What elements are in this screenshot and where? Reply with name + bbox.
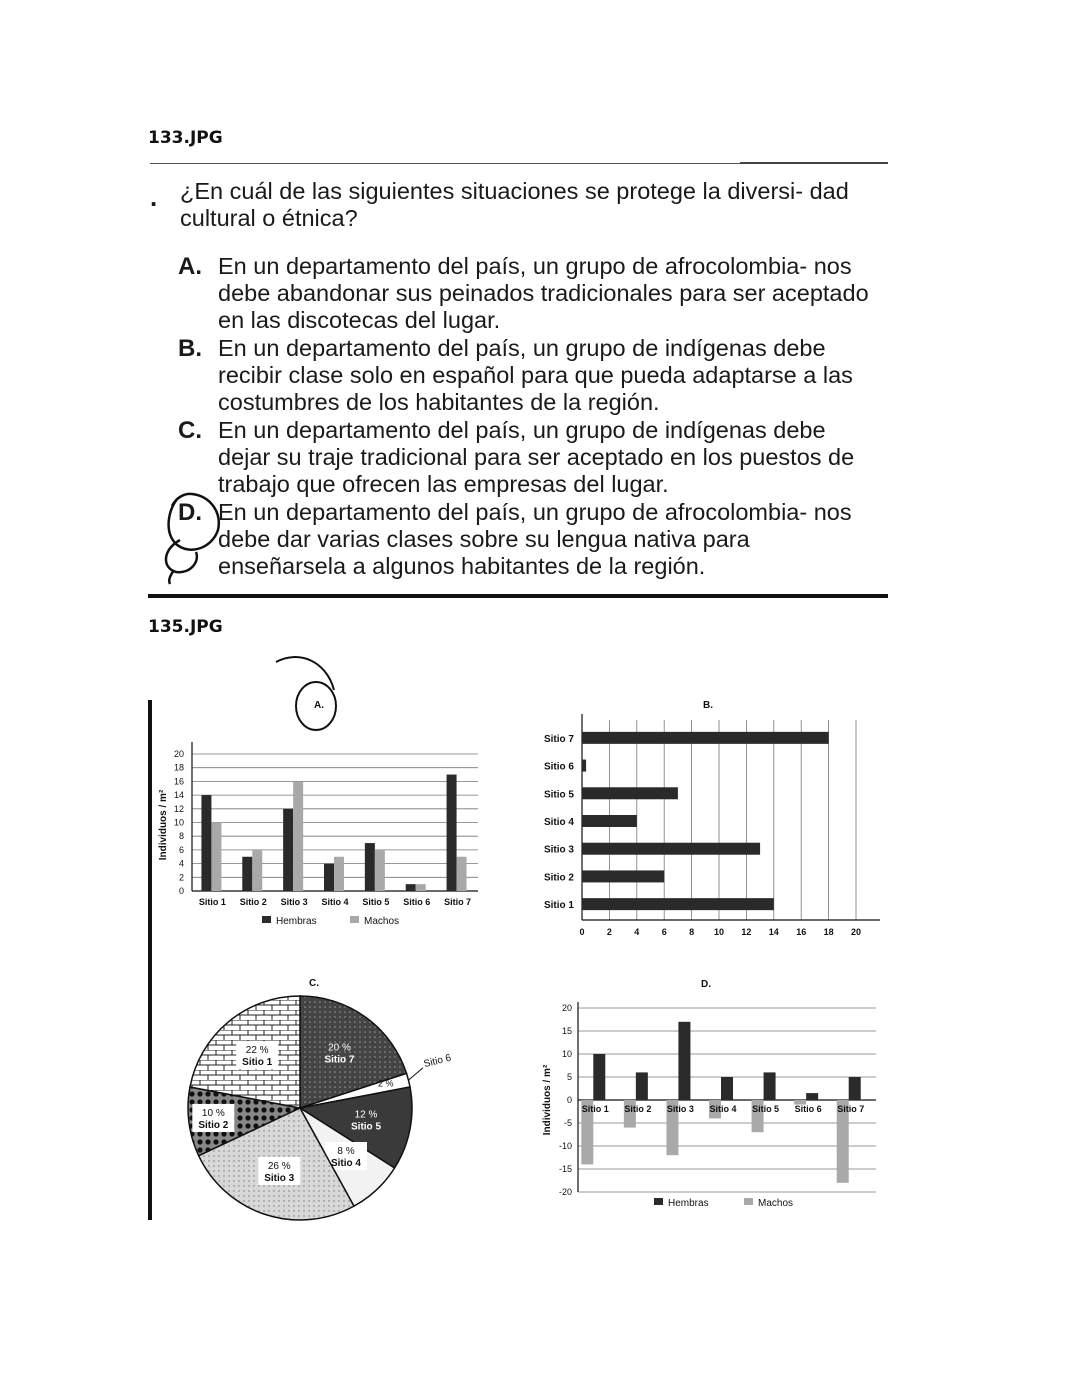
chart-b-bar [582, 760, 586, 772]
chart-d-bar-hembras [678, 1022, 690, 1100]
file-label-135: 135.JPG [148, 617, 223, 637]
chart-b-ytick: Sitio 1 [543, 900, 574, 912]
file-label-133: 133.JPG [148, 128, 223, 148]
chart-d-xtick: Sitio 7 [837, 1104, 865, 1114]
chart-a-xtick: Sitio 5 [362, 897, 390, 907]
chart-c-label: Sitio 7 [324, 1054, 355, 1066]
chart-b-xtick: 0 [579, 927, 585, 937]
chart-d-legend-machos: Machos [758, 1198, 794, 1209]
chart-a-bar-hembras [447, 775, 457, 891]
chart-b-title: B. [703, 700, 713, 711]
chart-a-xtick: Sitio 7 [444, 897, 472, 907]
chart-c-label: Sitio 6 [422, 1052, 453, 1071]
option-letter: C. [178, 417, 202, 444]
chart-b-xtick: 4 [634, 927, 640, 937]
chart-a-bar-hembras [406, 884, 416, 891]
chart-d-ytick: -15 [558, 1164, 572, 1174]
chart-d-legend-swatch-machos [744, 1198, 753, 1205]
chart-a-ytick: 12 [173, 803, 184, 814]
chart-b-bar [582, 815, 637, 827]
chart-c-pct: 2 % [377, 1078, 394, 1089]
chart-d-ytick: 0 [566, 1095, 572, 1105]
chart-a-xtick: Sitio 3 [280, 897, 308, 907]
chart-b-ytick: Sitio 4 [543, 817, 574, 828]
chart-a-bar-hembras [201, 795, 211, 891]
chart-b-xtick: 10 [713, 927, 725, 937]
chart-b-ytick: Sitio 7 [543, 733, 574, 745]
chart-a-bar-machos [457, 857, 467, 891]
chart-c-pct: 12 % [354, 1109, 378, 1121]
chart-d-xtick: Sitio 5 [752, 1104, 780, 1114]
chart-d-ytick: 15 [561, 1026, 572, 1036]
chart-a-xtick: Sitio 2 [239, 897, 267, 907]
chart-a-legend-machos: Machos [364, 916, 400, 927]
chart-c-pct: 20 % [328, 1042, 351, 1054]
option-text: En un departamento del país, un grupo de afrocolombia- nos debe abandonar sus peinados tradicionales para ser aceptado en las discotecas del lugar. [218, 253, 869, 333]
chart-a-ytick: 20 [173, 749, 184, 759]
chart-d-xtick: Sitio 3 [666, 1104, 694, 1114]
option-text: En un departamento del país, un grupo de afrocolombia- nos debe dar varias clases sobre su lengua nativa para enseñarsela a algunos habitantes de la región. [218, 499, 852, 579]
chart-b-bar [582, 787, 678, 799]
chart-a-ytick: 16 [173, 776, 184, 787]
chart-c-pct: 22 % [245, 1045, 269, 1057]
chart-d-xtick: Sitio 1 [581, 1104, 609, 1114]
chart-b-xtick: 18 [823, 927, 834, 937]
chart-a-xtick: Sitio 1 [198, 897, 226, 907]
chart-b-bar [582, 843, 760, 855]
chart-a-bar-hembras [324, 864, 334, 891]
scan-edge-bar [148, 700, 152, 1220]
chart-c-pct: 26 % [267, 1160, 291, 1172]
chart-a-bar-hembras [283, 809, 293, 891]
chart-a-ytick: 2 [178, 872, 184, 883]
chart-d-bar-hembras [849, 1077, 861, 1100]
chart-d-bar-hembras [764, 1072, 776, 1100]
chart-d-title: D. [701, 979, 711, 990]
option-letter: A. [178, 253, 202, 280]
chart-a-bar-machos [375, 850, 385, 891]
chart-b-ytick: Sitio 3 [543, 844, 574, 856]
chart-d-ytick: 20 [561, 1003, 572, 1013]
chart-a-legend-swatch-machos [350, 916, 359, 923]
chart-a-ytick: 18 [173, 762, 184, 773]
chart-c-leader [408, 1068, 423, 1080]
chart-a-xtick: Sitio 4 [321, 897, 349, 907]
chart-a-legend-hembras: Hembras [276, 916, 317, 927]
chart-c-pct: 10 % [201, 1107, 225, 1119]
chart-a-ylabel: Individuos / m² [158, 789, 169, 861]
chart-d-xtick: Sitio 4 [709, 1104, 737, 1114]
option-letter: D. [178, 499, 202, 526]
chart-b-ytick: Sitio 6 [543, 761, 574, 773]
option-letter: B. [178, 335, 202, 362]
chart-a-ytick: 0 [178, 886, 184, 896]
chart-b-bar [582, 898, 774, 910]
chart-a-title: A. [314, 700, 324, 711]
chart-c-label: Sitio 1 [242, 1057, 273, 1069]
question-133 [140, 160, 890, 600]
chart-d-bar-hembras [593, 1054, 605, 1100]
chart-d-ytick: 5 [566, 1072, 572, 1082]
chart-a-bar-hembras [242, 857, 252, 891]
chart-d-ytick: -5 [563, 1118, 572, 1128]
chart-a-ytick: 4 [178, 858, 184, 869]
chart-d-xtick: Sitio 6 [794, 1104, 822, 1114]
chart-a-bar-machos [334, 857, 344, 891]
chart-a-bar-machos [293, 781, 303, 891]
chart-a-ytick: 14 [173, 790, 184, 801]
chart-c-label: Sitio 2 [198, 1119, 229, 1131]
chart-d-legend-hembras: Hembras [668, 1198, 709, 1209]
chart-b-xtick: 16 [796, 927, 807, 937]
charts-svg [148, 650, 908, 1240]
chart-b-xtick: 12 [741, 927, 752, 937]
chart-a-legend-swatch-hembras [262, 916, 271, 923]
option-text: En un departamento del país, un grupo de indígenas debe recibir clase solo en español para que pueda adaptarse a las costumbres de los habitantes de la región. [218, 335, 853, 415]
question-stem: ¿En cuál de las siguientes situaciones se protege la diversi- dad cultural o étnica? [180, 178, 849, 231]
chart-a-bar-machos [211, 823, 221, 892]
chart-a-xtick: Sitio 6 [403, 897, 431, 907]
question-bullet: . [150, 182, 158, 212]
chart-b-bar [582, 870, 664, 882]
chart-a-ytick: 6 [178, 844, 184, 855]
option-text: En un departamento del país, un grupo de indígenas debe dejar su traje tradicional para ser aceptado en los puestos de trabajo que ofrecen las empresas del lugar. [218, 417, 855, 497]
chart-d-xtick: Sitio 2 [624, 1104, 652, 1114]
chart-a-bar-hembras [365, 843, 375, 891]
chart-c-label: Sitio 5 [351, 1121, 382, 1133]
chart-a-bar-machos [416, 884, 426, 891]
chart-a-ytick: 8 [178, 831, 184, 842]
chart-a-bar-machos [252, 850, 262, 891]
chart-b-bar [582, 732, 829, 744]
chart-b-xtick: 6 [661, 927, 667, 937]
chart-b-ytick: Sitio 2 [543, 872, 574, 884]
chart-d-ytick: -10 [558, 1141, 572, 1151]
chart-d-ylabel: Individuos / m² [542, 1064, 553, 1136]
chart-b-xtick: 20 [850, 927, 862, 937]
handwritten-answer-mark [140, 160, 890, 600]
chart-c-label: Sitio 3 [264, 1172, 295, 1184]
chart-b-xtick: 14 [768, 927, 779, 937]
chart-b-ytick: Sitio 5 [543, 789, 574, 801]
chart-c-title: C. [309, 978, 319, 989]
chart-d-bar-hembras [721, 1077, 733, 1100]
chart-d-ytick: -20 [558, 1187, 572, 1197]
chart-d-legend-swatch-hembras [654, 1198, 663, 1205]
bottom-rule [148, 594, 888, 598]
chart-d-bar-hembras [636, 1072, 648, 1100]
chart-d-ytick: 10 [561, 1049, 572, 1059]
chart-a-ytick: 10 [173, 817, 184, 828]
chart-b-xtick: 8 [689, 927, 695, 937]
chart-d-bar-hembras [806, 1093, 818, 1100]
chart-c-pct: 8 % [337, 1145, 355, 1157]
figure-135 [148, 650, 908, 1240]
chart-b-xtick: 2 [606, 927, 612, 937]
chart-c-label: Sitio 4 [330, 1157, 362, 1169]
